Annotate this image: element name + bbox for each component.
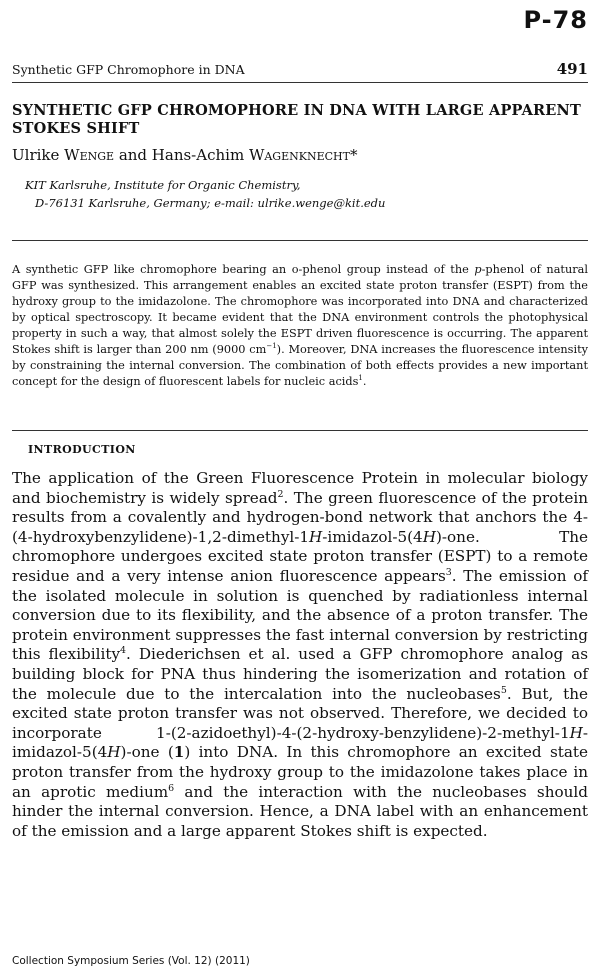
article-title: SYNTHETIC GFP CHROMOPHORE IN DNA WITH LARGE APPARENT STOKES SHIFT: [12, 102, 581, 137]
page-label: P-78: [523, 6, 588, 34]
intro-text: )-one (: [120, 743, 174, 762]
abstract-rule: [12, 240, 588, 241]
intro-text: )-one. The chromophore undergoes excited state proton transfer (ESPT) to a remote residue and a very intense anion fluorescence appears: [12, 527, 588, 585]
intro-text: . The green fluorescence of the protein results from a covalently and hydrogen-bond network that anchors the 4-(4-hydroxybenzylidene)-1,2-dimethyl-1: [12, 488, 589, 546]
reference-superscript: 4: [120, 645, 127, 657]
running-head-title: Synthetic GFP Chromophore in DNA: [12, 62, 245, 77]
author-2-last: Wagenknecht: [248, 146, 350, 164]
intro-text: -imidazol-5(4: [322, 527, 423, 546]
reference-superscript: 6: [168, 782, 175, 794]
reference-superscript: 5: [500, 684, 507, 696]
reference-superscript: 3: [445, 566, 452, 578]
unit-superscript: −1: [266, 342, 277, 351]
abstract-italic-p: p: [474, 263, 482, 276]
intro-text: The application of the Green Fluorescence Protein in molecular biology and biochemistry is widely spread: [12, 469, 588, 507]
intro-text: . The emission of the isolated molecule in solution is quenched by radiationless internal conversion due to its flexibility, and the absence of a proton transfer. The protein environment suppresses the fast internal conversion by restricting this flexibility: [12, 566, 589, 664]
reference-superscript: 1: [358, 374, 363, 383]
italic-h: H: [569, 723, 583, 742]
running-head: [12, 60, 588, 78]
author-line: [12, 146, 357, 164]
intro-text: -imidazol-5(4: [12, 723, 588, 762]
abstract-text-4: .: [362, 375, 367, 388]
header-rule: [12, 82, 588, 83]
abstract: [12, 262, 588, 390]
abstract-text-3: ). Moreover, DNA increases the fluorescence intensity by constraining the internal conversion. The combination of both effects provides a new important concept for the design of fluorescent labels for nucleic acids: [12, 343, 589, 388]
italic-h: H: [309, 527, 323, 546]
affiliation-line-1: KIT Karlsruhe, Institute for Organic Chemistry,: [25, 178, 301, 192]
author-conjunction: and: [114, 146, 152, 164]
corresponding-mark: *: [349, 146, 358, 164]
section-heading: INTRODUCTION: [28, 443, 136, 456]
intro-text: ) into DNA. In this chromophore an excited state proton transfer from the hydroxy group to the imidazolone takes place in an aprotic medium: [12, 743, 588, 801]
compound-number: 1: [173, 743, 185, 762]
footer: Collection Symposium Series (Vol. 12) (2011): [12, 955, 250, 967]
author-1-last: Wenge: [64, 146, 115, 164]
intro-text: . But, the excited state proton transfer was not observed. Therefore, we decided to incorporate 1-(2-azidoethyl)-4-(2-hydroxy-benzylidene)-2-methyl-1: [12, 684, 588, 742]
affiliation: [25, 176, 385, 212]
author-1-first: Ulrike: [12, 146, 65, 164]
affiliation-line-2: D-76131 Karlsruhe, Germany; e-mail: ulrike.wenge@kit.edu: [35, 196, 386, 210]
italic-h: H: [107, 743, 121, 762]
intro-text: and the interaction with the nucleobases should hinder the internal conversion. Hence, a DNA label with an enhancement of the emission and a large apparent Stokes shift is expected.: [12, 782, 588, 840]
italic-h: H: [422, 527, 436, 546]
abstract-text-1: A synthetic GFP like chromophore bearing an o-phenol group instead of the: [12, 263, 475, 276]
abstract-text-2: -phenol of natural GFP was synthesized. This arrangement enables an excited state proton transfer (ESPT) from the hydroxy group to the imidazolone. The chromophore was incorporated into DNA and characterized by optical spectroscopy. It became evident that the DNA environment controls the photophysical property in such a way, that almost solely the ESPT driven fluorescence is occurring. The apparent Stokes shift is larger than 200 nm (9000 cm: [12, 263, 588, 356]
author-2-first: Hans-Achim: [151, 146, 249, 164]
introduction-paragraph: [12, 469, 588, 841]
intro-rule: [12, 430, 588, 431]
reference-superscript: 2: [277, 488, 284, 500]
page-number: 491: [556, 60, 588, 78]
intro-text: . Diederichsen et al. used a GFP chromophore analog as building block for PNA thus hindering the isomerization and rotation of the molecule due to the intercalation into the nucleobases: [12, 645, 588, 703]
